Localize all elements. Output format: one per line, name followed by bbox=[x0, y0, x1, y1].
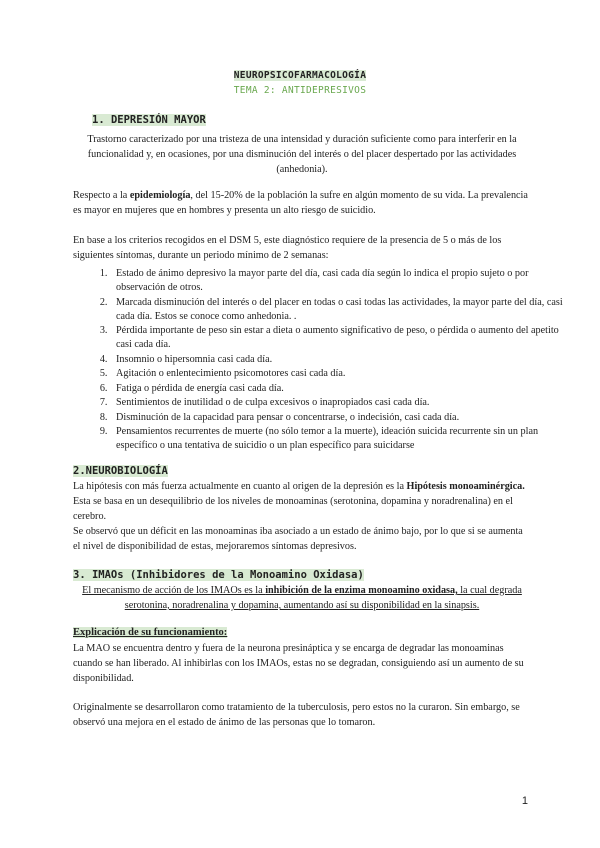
depresion-definition: Trastorno caracterizado por una tristeza de una intensidad y duración suficiente como para interferir en la funcionalidad y, en ocasiones, por una disminución del interés o del placer despertado por las actividades (anhedonia). bbox=[87, 134, 517, 175]
list-item: 5. Agitación o enlentecimiento psicomotores casi cada día. bbox=[110, 367, 568, 381]
funcionamiento-paragraph: La MAO se encuentra dentro y fuera de la neurona presináptica y se encarga de degradar las monoaminas cuando se han liberado. Al inhibirlas con los IMAOs, estas no se degradan, consiguiendo así un aumento de su disponibilidad. bbox=[73, 643, 524, 684]
section-heading-depresion: 1. DEPRESIÓN MAYOR bbox=[92, 114, 206, 126]
list-item: 7. Sentimientos de inutilidad o de culpa excesivos o inapropiados casi cada día. bbox=[110, 396, 568, 410]
criteria-intro: En base a los criterios recogidos en el DSM 5, este diagnóstico requiere de la presencia de 5 o más de los siguientes síntomas, durante un periodo mínimo de 2 semanas: bbox=[73, 235, 502, 261]
section-heading-neurobiologia: 2.NEUROBIOLOGÍA bbox=[73, 465, 168, 477]
list-item: 3. Pérdida importante de peso sin estar a dieta o aumento significativo de peso, o pérdida o aumento del apetito casi cada día. bbox=[110, 324, 568, 352]
epidemiologia-paragraph: Respecto a la epidemiología, del 15-20% de la población la sufre en algún momento de su vida. La prevalencia es mayor en mujeres que en hombres y presenta un alto riesgo de suicidio. bbox=[73, 190, 528, 216]
list-item: 4. Insomnio o hipersomnia casi cada día. bbox=[110, 353, 568, 367]
list-item: 6. Fatiga o pérdida de energía casi cada día. bbox=[110, 382, 568, 396]
criteria-list bbox=[73, 267, 568, 454]
page-number: 1 bbox=[521, 795, 528, 807]
document-subtitle: TEMA 2: ANTIDEPRESIVOS bbox=[233, 85, 367, 96]
list-item: 9. Pensamientos recurrentes de muerte (no sólo temor a la muerte), ideación suicida recurrente sin un plan específico o una tentativa de suicidio o un plan específico para suicidarse bbox=[110, 425, 568, 453]
document-title: NEUROPSICOFARMACOLOGÍA bbox=[233, 70, 367, 81]
list-item: 8. Disminución de la capacidad para pensar o concentrarse, o indecisión, casi cada día. bbox=[110, 411, 568, 425]
section-heading-imaos: 3. IMAOs (Inhibidores de la Monoamino Oxidasa) bbox=[73, 569, 364, 581]
neurobiologia-paragraph: La hipótesis con más fuerza actualmente en cuanto al origen de la depresión es la Hipótesis monoaminérgica. Esta se basa en un desequilibrio de los niveles de monoaminas (serotonina, dopamina y noradrenalina) en el cerebro. bbox=[73, 481, 525, 522]
list-item: 2. Marcada disminución del interés o del placer en todas o casi todas las actividades, la mayor parte del día, casi cada día. Estos se conoce como anhedonia. . bbox=[110, 296, 568, 324]
neurobiologia-paragraph-2: Se observó que un déficit en las monoaminas iba asociado a un estado de ánimo bajo, por lo que si se aumenta el nivel de disponibilidad de estas, mejoraremos síntomas depresivos. bbox=[73, 526, 523, 552]
list-item: 1. Estado de ánimo depresivo la mayor parte del día, casi cada día según lo indica el propio sujeto o por observación de otros. bbox=[110, 267, 568, 295]
funcionamiento-heading: Explicación de su funcionamiento: bbox=[73, 627, 228, 638]
tuberculosis-paragraph: Originalmente se desarrollaron como tratamiento de la tuberculosis, pero estos no la curaron. Sin embargo, se observó una mejora en el estado de ánimo de las personas que lo tomaron. bbox=[73, 702, 520, 728]
imaos-mechanism: El mecanismo de acción de los IMAOs es la inhibición de la enzima monoamino oxidasa, la cual degrada serotonina, noradrenalina y dopamina, aumentando así su disponibilidad en la sinapsis. bbox=[82, 585, 522, 611]
